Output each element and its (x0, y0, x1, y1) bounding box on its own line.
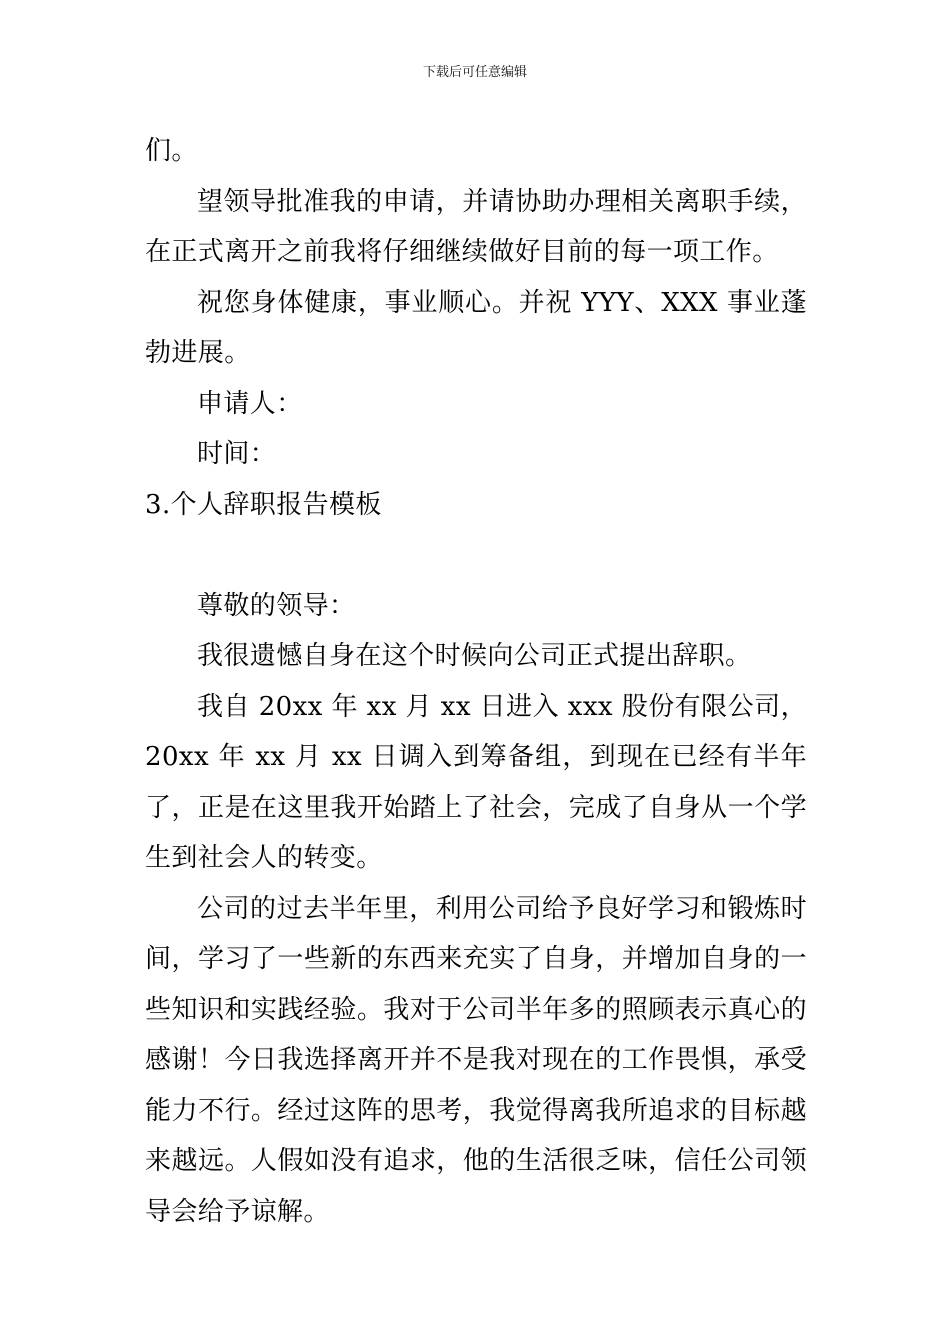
blank-line (145, 530, 807, 581)
salutation: 尊敬的领导： (197, 590, 356, 621)
paragraph-resignation-statement: 我很遗憾自身在这个时候向公司正式提出辞职。 (197, 641, 752, 671)
paragraph-continuation: 们。 (145, 136, 198, 166)
date-line: 时间： (197, 439, 277, 469)
page-header: 下载后可任意编辑 (422, 65, 527, 80)
paragraph-request-approval: 望领导批准我的申请，并请协助办理相关离职手续，在正式离开之前我将仔细继续做好目前的每一项工作。 (145, 186, 807, 267)
paragraph-best-wishes: 祝您身体健康，事业顺心。并祝 YYY、XXX 事业蓬勃进展。 (145, 287, 807, 368)
applicant-line: 申请人： (197, 388, 303, 419)
paragraph-employment-history: 我自 20xx 年 xx 月 xx 日进入 xxx 股份有限公司，20xx 年 xx 月 xx 日调入到筹备组，到现在已经有半年了，正是在这里我开始踏上了社会，完成了自身从一个学生到社会人的转变。 (145, 691, 807, 873)
section-heading: 3.个人辞职报告模板 (145, 489, 382, 520)
paragraph-reflection: 公司的过去半年里，利用公司给予良好学习和锻炼时间，学习了一些新的东西来充实了自身，并增加自身的一些知识和实践经验。我对于公司半年多的照顾表示真心的感谢！今日我选择离开并不是我对现在的工作畏惧，承受能力不行。经过这阵的思考，我觉得离我所追求的目标越来越远。人假如没有追求，他的生活很乏味，信任公司领导会给予谅解。 (145, 893, 807, 1227)
document-body (145, 126, 807, 1237)
